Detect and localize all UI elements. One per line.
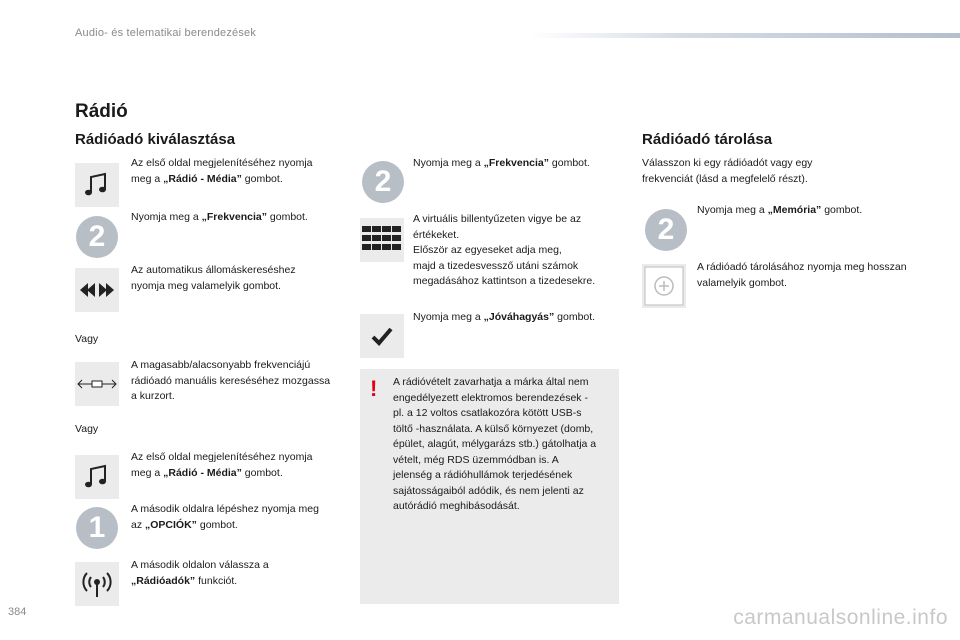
header-bar [530, 33, 960, 38]
select-station-heading: Rádióadó kiválasztása [75, 131, 236, 148]
step-number-badge: 2 [645, 209, 687, 251]
step-number-badge: 2 [362, 161, 404, 203]
right-step-2: A rádióadó tárolásához nyomja meg hosszan valamelyik gombot. [697, 261, 907, 289]
warning-icon: ! [370, 376, 378, 401]
frequency-slider-icon [75, 362, 119, 406]
memory-add-icon [642, 264, 686, 308]
middle-step-1: Nyomja meg a „Frekvencia” gombot. [413, 157, 590, 169]
left-step-7: A második oldalon válassza a „Rádióadók” funkciót. [131, 559, 269, 587]
right-intro: Válasszon ki egy rádióadót vagy egy frekvenciát (lásd a megfelelő részt). [642, 157, 813, 185]
watermark: carmanualsonline.info [733, 606, 948, 629]
left-step-5: Az első oldal megjelenítéséhez nyomja meg a „Rádió - Média” gombot. [131, 451, 313, 479]
step-number-badge: 2 [76, 216, 118, 258]
left-step-1: Az első oldal megjelenítéséhez nyomja meg a „Rádió - Média” gombot. [131, 157, 313, 185]
or-label: Vagy [75, 333, 99, 345]
page-title: Rádió [75, 101, 128, 122]
page-number: 384 [8, 606, 27, 618]
step-number-badge: 1 [76, 507, 118, 549]
right-step-1: Nyomja meg a „Memória” gombot. [697, 204, 863, 216]
left-step-3: Az automatikus állomáskereséshez nyomja meg valamelyik gombot. [131, 264, 296, 292]
section-header: Audio- és telematikai berendezések [75, 27, 257, 39]
left-step-6: A második oldalra lépéshez nyomja meg az „OPCIÓK” gombot. [131, 503, 319, 531]
music-note-icon [75, 455, 119, 499]
music-note-icon [75, 163, 119, 207]
checkmark-icon [360, 314, 404, 358]
store-station-heading: Rádióadó tárolása [642, 131, 773, 148]
left-step-4: A magasabb/alacsonyabb frekvenciájú rádióadó manuális kereséséhez mozgassa a kurzort. [131, 359, 331, 402]
middle-step-3: Nyomja meg a „Jóváhagyás” gombot. [413, 311, 596, 323]
or-label: Vagy [75, 423, 99, 435]
left-step-2: Nyomja meg a „Frekvencia” gombot. [131, 211, 308, 223]
seek-buttons-icon [75, 268, 119, 312]
radio-antenna-icon [75, 562, 119, 606]
warning-note-text: A rádióvételt zavarhatja a márka által nem engedélyezett elektromos berendezések - pl. a 12 voltos csatlakozóra kötött USB-s töltő -használata. A külső környezet (domb, épület, alagút, mélygarázs stb.) gátolhatja a vételt, még RDS üzemmódban is. A jelenség a rádióhullámok terjedésének sajátosságaiból adódik, és nem jelenti az autórádió meghibásodását. [393, 376, 597, 512]
middle-step-2: A virtuális billentyűzeten vigye be az értékeket. Először az egyeseket adja meg, majd a tizedesvessző utáni számok megadásához kattintson a tizedesekre. [413, 213, 596, 287]
keypad-icon [360, 218, 404, 262]
